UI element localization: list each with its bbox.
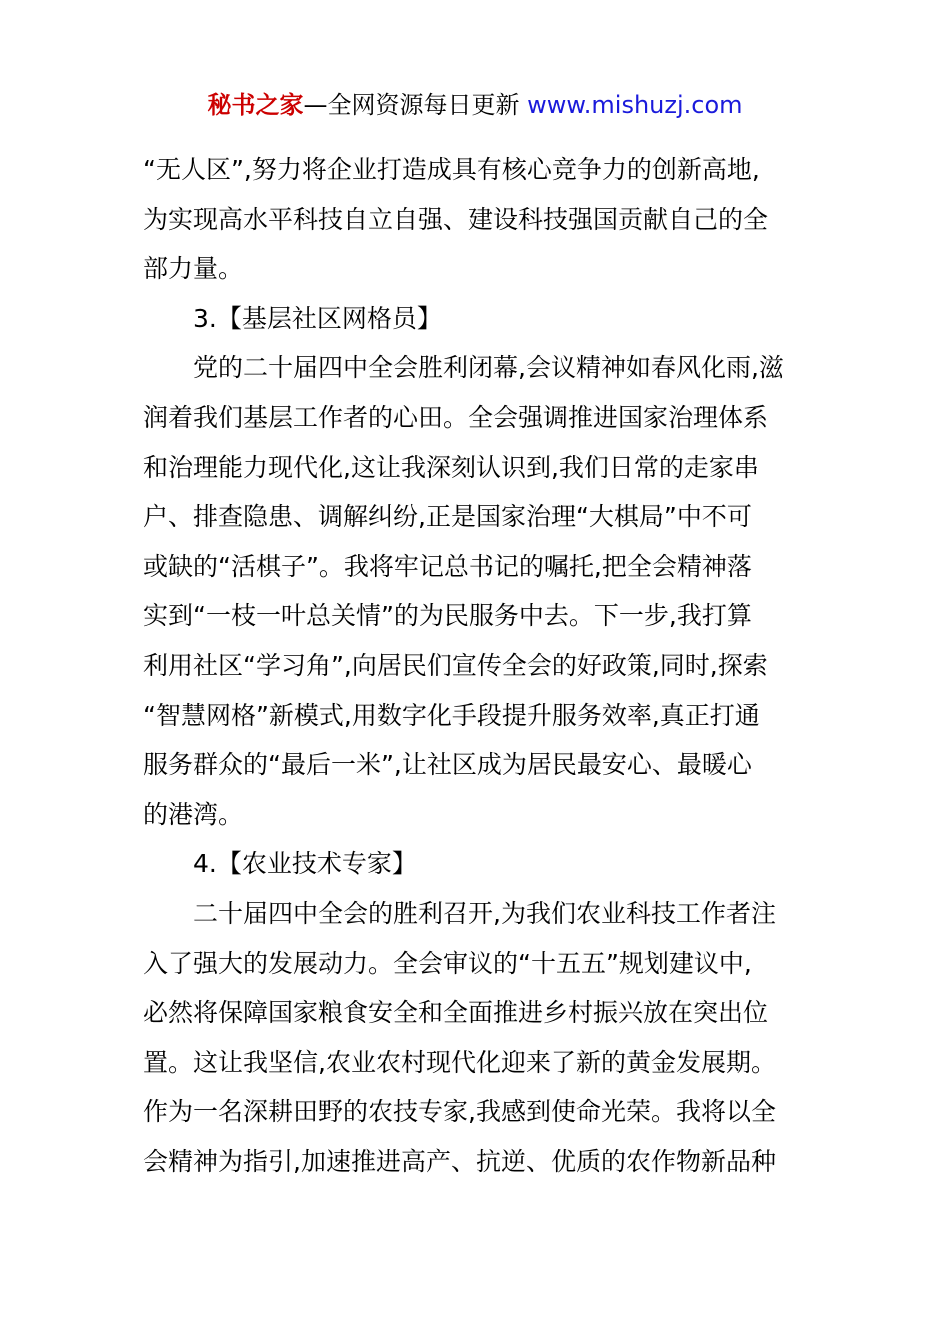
text-line: 或缺的“活棋子”。我将牢记总书记的嘱托,把全会精神落 — [143, 551, 752, 581]
text-line: 服务群众的“最后一米”,让社区成为居民最安心、最暖心 — [143, 750, 752, 780]
header-slogan: —全网资源每日更新 — [303, 91, 528, 119]
text-line: 入了强大的发展动力。全会审议的“十五五”规划建议中, — [143, 948, 752, 978]
text-line: 部力量。 — [143, 254, 244, 284]
text-line: 作为一名深耕田野的农技专家,我感到使命光荣。我将以全 — [143, 1097, 776, 1127]
text-line: “无人区”,努力将企业打造成具有核心竞争力的创新高地, — [143, 155, 760, 184]
text-line: 实到“一枝一叶总关情”的为民服务中去。下一步,我打算 — [143, 601, 752, 631]
site-header — [0, 88, 950, 122]
section-heading: 3.【基层社区网格员】 — [193, 303, 442, 333]
text-line: 党的二十届四中全会胜利闭幕,会议精神如春风化雨,滋 — [193, 353, 784, 383]
text-line: 必然将保障国家粮食安全和全面推进乡村振兴放在突出位 — [143, 998, 769, 1028]
section-heading: 4.【农业技术专家】 — [193, 849, 417, 879]
text-line: 户、排查隐患、调解纠纷,正是国家治理“大棋局”中不可 — [143, 502, 752, 532]
text-line: 为实现高水平科技自立自强、建设科技强国贡献自己的全 — [143, 204, 769, 234]
document-body — [143, 145, 813, 1186]
text-line: 会精神为指引,加速推进高产、抗逆、优质的农作物新品种 — [143, 1146, 776, 1176]
text-line: 和治理能力现代化,这让我深刻认识到,我们日常的走家串 — [143, 452, 759, 482]
text-line: 利用社区“学习角”,向居民们宣传全会的好政策,同时,探索 — [143, 650, 768, 680]
text-line: 的港湾。 — [143, 799, 244, 829]
site-url-link[interactable]: www.mishuzj.com — [527, 91, 743, 119]
text-line: 二十届四中全会的胜利召开,为我们农业科技工作者注 — [193, 898, 776, 928]
text-line: “智慧网格”新模式,用数字化手段提升服务效率,真正打通 — [143, 700, 760, 730]
brand-name: 秘书之家 — [207, 91, 304, 119]
text-line: 置。这让我坚信,农业农村现代化迎来了新的黄金发展期。 — [143, 1047, 776, 1077]
text-line: 润着我们基层工作者的心田。全会强调推进国家治理体系 — [143, 402, 769, 432]
